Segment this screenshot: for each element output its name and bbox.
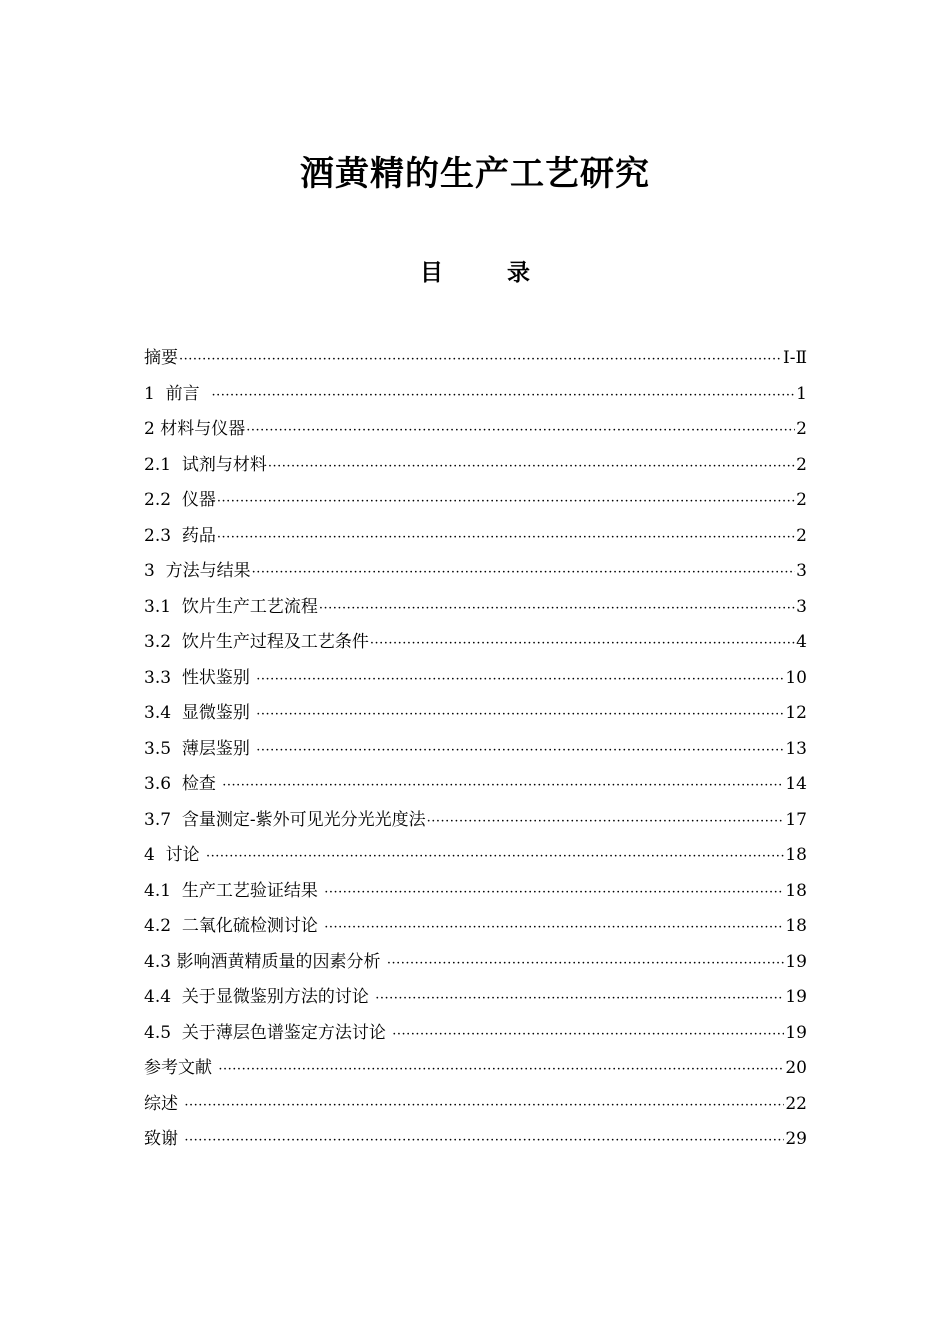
toc-dot-leader — [268, 449, 795, 484]
table-of-contents — [144, 341, 807, 1158]
toc-entry-label: 1 前言 — [144, 383, 211, 404]
toc-dot-leader — [256, 662, 784, 697]
toc-entry-page: 17 — [785, 809, 807, 830]
toc-heading: 目 录 — [419, 260, 558, 286]
toc-entry-page: 18 — [785, 916, 807, 936]
toc-entry-label: 摘要 — [144, 348, 178, 368]
toc-entry[interactable] — [144, 696, 807, 732]
toc-entry[interactable] — [144, 1087, 807, 1123]
toc-dot-leader — [370, 626, 795, 661]
toc-entry[interactable] — [144, 483, 807, 519]
toc-entry-page: 3 — [796, 561, 807, 581]
toc-entry-page: 2 — [796, 454, 807, 475]
toc-entry-page: 29 — [785, 1129, 807, 1149]
toc-dot-leader — [324, 875, 784, 910]
toc-entry[interactable] — [144, 625, 807, 661]
toc-entry-page: 10 — [785, 667, 807, 688]
toc-entry-label: 3.5 薄层鉴别 — [144, 738, 256, 759]
toc-dot-leader — [319, 591, 795, 626]
toc-entry-label: 2 材料与仪器 — [144, 419, 246, 439]
toc-entry-label: 2.1 试剂与材料 — [144, 454, 267, 475]
toc-dot-leader — [256, 697, 784, 732]
toc-entry[interactable] — [144, 377, 807, 413]
toc-entry-label: 综述 — [144, 1093, 184, 1114]
toc-entry[interactable] — [144, 412, 807, 448]
toc-entry-label: 参考文献 — [144, 1058, 218, 1078]
toc-entry-page: 2 — [796, 419, 807, 439]
toc-entry-page: 2 — [796, 525, 807, 546]
toc-dot-leader — [427, 804, 785, 839]
toc-dot-leader — [217, 484, 795, 519]
toc-entry[interactable] — [144, 732, 807, 768]
toc-dot-leader — [375, 981, 784, 1016]
toc-entry-label: 4.4 关于显微鉴别方法的讨论 — [144, 987, 375, 1007]
toc-entry-label: 4.2 二氧化硫检测讨论 — [144, 916, 324, 936]
toc-entry[interactable] — [144, 590, 807, 626]
toc-entry-label: 2.3 药品 — [144, 525, 216, 546]
toc-entry-label: 4.5 关于薄层色谱鉴定方法讨论 — [144, 1022, 392, 1043]
toc-dot-leader — [184, 1123, 784, 1158]
toc-entry[interactable] — [144, 874, 807, 910]
toc-entry[interactable] — [144, 1051, 807, 1087]
toc-entry[interactable] — [144, 838, 807, 874]
toc-entry-label: 3.3 性状鉴别 — [144, 667, 256, 688]
toc-entry-page: 2 — [796, 490, 807, 510]
toc-entry-page: 20 — [785, 1058, 807, 1078]
toc-dot-leader — [246, 413, 795, 448]
toc-dot-leader — [324, 910, 784, 945]
toc-entry[interactable] — [144, 767, 807, 803]
toc-dot-leader — [252, 555, 796, 590]
toc-entry-label: 3.4 显微鉴别 — [144, 703, 256, 723]
toc-dot-leader — [222, 768, 784, 803]
toc-entry-label: 4.1 生产工艺验证结果 — [144, 880, 324, 901]
toc-entry-page: 18 — [785, 880, 807, 901]
toc-entry-page: 19 — [785, 951, 807, 972]
toc-entry-page: 19 — [785, 987, 807, 1007]
toc-entry[interactable] — [144, 519, 807, 555]
toc-entry-label: 致谢 — [144, 1129, 184, 1149]
toc-dot-leader — [184, 1088, 784, 1123]
toc-entry-page: Ⅰ-Ⅱ — [782, 348, 807, 368]
toc-entry-page: 22 — [785, 1093, 807, 1114]
toc-dot-leader — [218, 1052, 784, 1087]
toc-dot-leader — [206, 839, 784, 874]
toc-entry-label: 4.3 影响酒黄精质量的因素分析 — [144, 951, 386, 972]
toc-entry-page: 14 — [785, 774, 807, 794]
toc-entry-page: 4 — [796, 632, 807, 652]
toc-entry-label: 3.6 检查 — [144, 774, 222, 794]
toc-dot-leader — [387, 946, 785, 981]
toc-entry[interactable] — [144, 945, 807, 981]
toc-entry[interactable] — [144, 554, 807, 590]
toc-entry-label: 2.2 仪器 — [144, 490, 216, 510]
toc-dot-leader — [217, 520, 795, 555]
toc-entry[interactable] — [144, 341, 807, 377]
toc-entry-label: 3.2 饮片生产过程及工艺条件 — [144, 632, 369, 652]
toc-entry-label: 4 讨论 — [144, 845, 206, 865]
toc-dot-leader — [179, 342, 782, 377]
toc-entry-page: 3 — [796, 596, 807, 617]
toc-entry[interactable] — [144, 448, 807, 484]
toc-entry-page: 13 — [785, 738, 807, 759]
toc-entry[interactable] — [144, 803, 807, 839]
toc-entry[interactable] — [144, 980, 807, 1016]
toc-entry[interactable] — [144, 909, 807, 945]
toc-entry-label: 3 方法与结果 — [144, 561, 251, 581]
toc-entry-page: 1 — [796, 383, 807, 404]
document-title: 酒黄精的生产工艺研究 — [300, 154, 650, 194]
toc-entry-page: 12 — [785, 703, 807, 723]
toc-entry[interactable] — [144, 661, 807, 697]
toc-entry[interactable] — [144, 1016, 807, 1052]
toc-entry-page: 18 — [785, 845, 807, 865]
toc-dot-leader — [211, 378, 795, 413]
toc-entry-label: 3.1 饮片生产工艺流程 — [144, 596, 318, 617]
toc-entry-page: 19 — [785, 1022, 807, 1043]
toc-dot-leader — [392, 1017, 784, 1052]
toc-entry[interactable] — [144, 1122, 807, 1158]
toc-entry-label: 3.7 含量测定-紫外可见光分光光度法 — [144, 809, 426, 830]
toc-dot-leader — [256, 733, 784, 768]
